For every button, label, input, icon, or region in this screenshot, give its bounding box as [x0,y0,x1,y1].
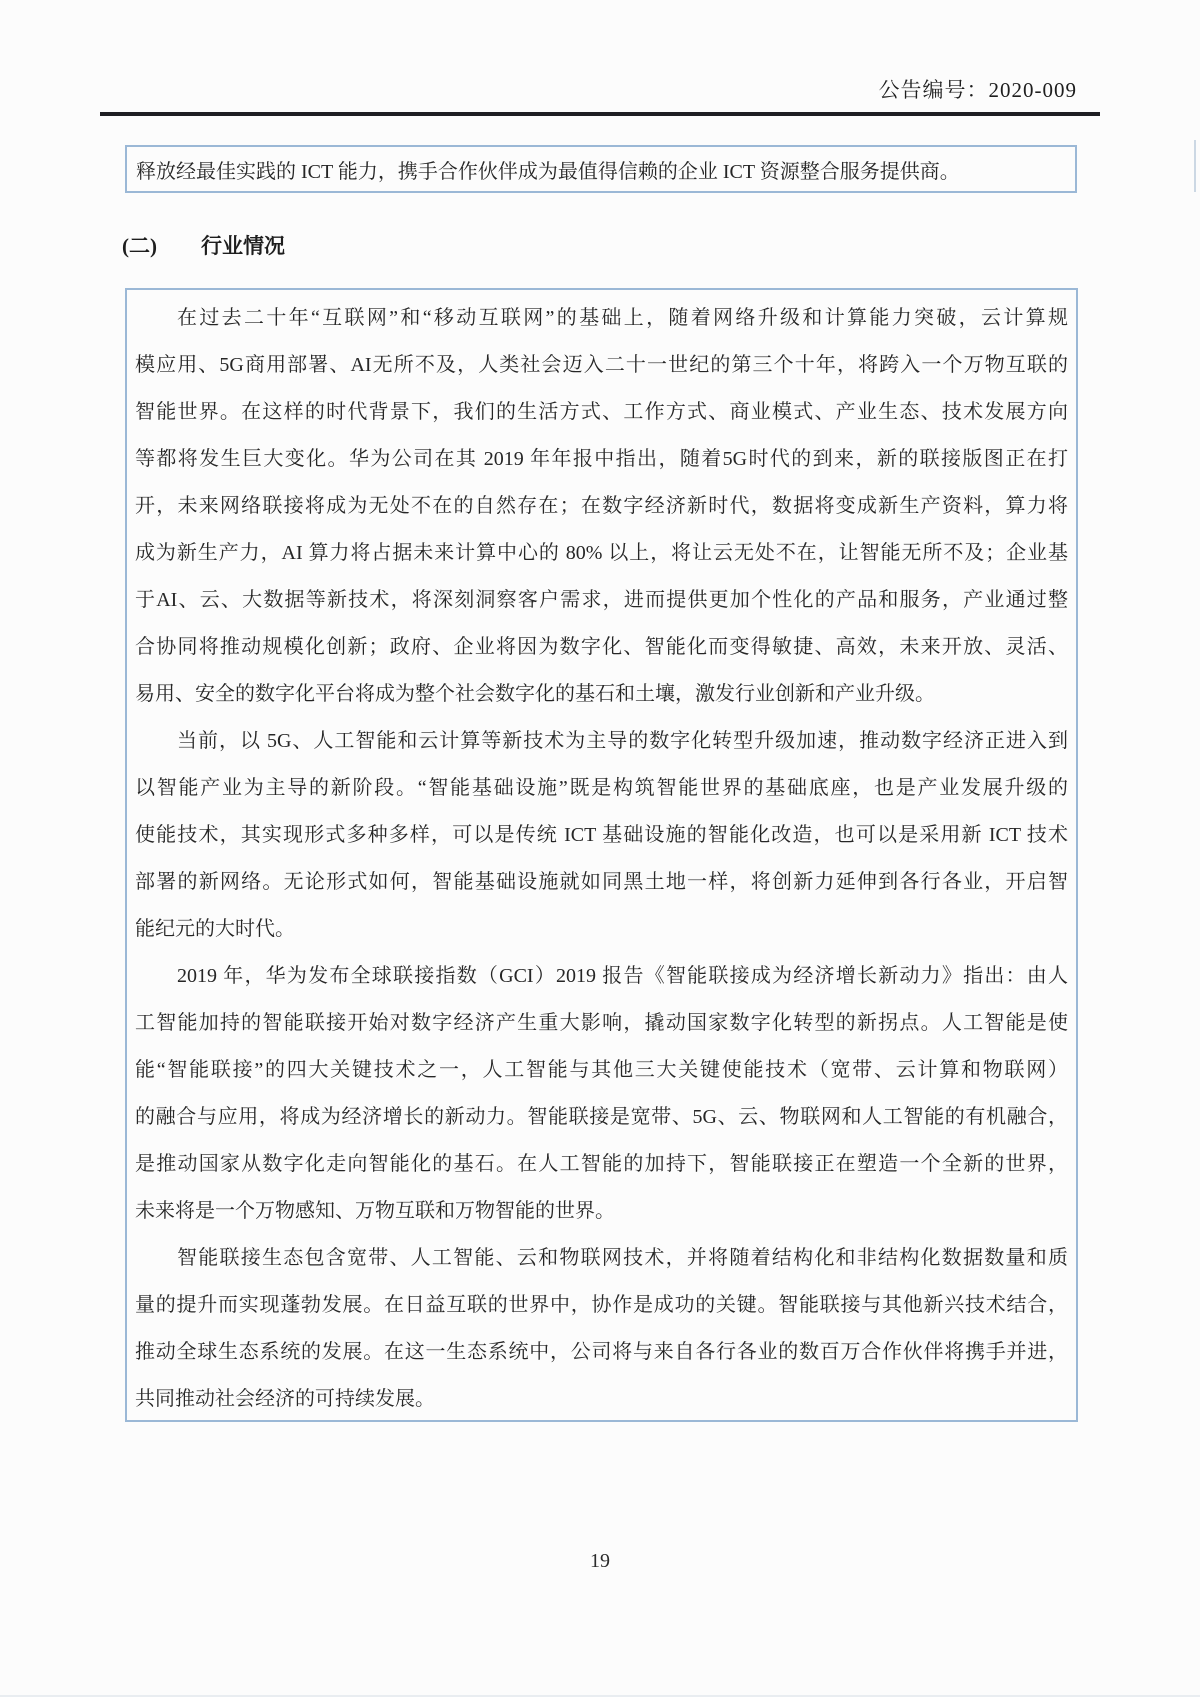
page-edge-artifact [1194,140,1196,192]
paragraph-line: 的融合与应用，将成为经济增长的新动力。智能联接是宽带、5G、云、物联网和人工智能的有机融合， [135,1106,1068,1128]
paragraph-line: 智能联接生态包含宽带、人工智能、云和物联网技术，并将随着结构化和非结构化数据数量和质 [177,1247,1068,1269]
paragraph-line: 在过去二十年“互联网”和“移动互联网”的基础上，随着网络升级和计算能力突破，云计算规 [177,307,1068,329]
paragraph-line: 推动全球生态系统的发展。在这一生态系统中，公司将与来自各行各业的数百万合作伙伴将携手并进， [135,1341,1068,1363]
paragraph-line: 开，未来网络联接将成为无处不在的自然存在；在数字经济新时代，数据将变成新生产资料，算力将 [135,495,1068,517]
paragraph-line: 以智能产业为主导的新阶段。“智能基础设施”既是构筑智能世界的基础底座，也是产业发展升级的 [135,777,1068,799]
paragraph-line: 能纪元的大时代。 [135,918,295,940]
paragraph-line: 是推动国家从数字化走向智能化的基石。在人工智能的加持下，智能联接正在塑造一个全新的世界， [135,1153,1068,1175]
paragraph-line: 智能世界。在这样的时代背景下，我们的生活方式、工作方式、商业模式、产业生态、技术发展方向 [135,401,1068,423]
page-number: 19 [590,1550,610,1572]
paragraph-line: 使能技术，其实现形式多种多样，可以是传统 ICT 基础设施的智能化改造，也可以是采用新 ICT 技术 [135,824,1068,846]
paragraph-line: 工智能加持的智能联接开始对数字经济产生重大影响，撬动国家数字化转型的新拐点。人工智能是使 [135,1012,1068,1034]
paragraph-line: 合协同将推动规模化创新；政府、企业将因为数字化、智能化而变得敏捷、高效，未来开放、灵活、 [135,636,1068,658]
section-number: (二) [122,234,157,258]
paragraph-line: 成为新生产力，AI 算力将占据未来计算中心的 80% 以上，将让云无处不在，让智能无所不及；企业基 [135,542,1068,564]
header-divider [100,112,1100,116]
paragraph-line: 量的提升而实现蓬勃发展。在日益互联的世界中，协作是成功的关键。智能联接与其他新兴技术结合， [135,1294,1068,1316]
paragraph-line: 当前，以 5G、人工智能和云计算等新技术为主导的数字化转型升级加速，推动数字经济正进入到 [177,730,1068,752]
vision-quote-text: 释放经最佳实践的 ICT 能力，携手合作伙伴成为最值得信赖的企业 ICT 资源整合服务提供商。 [136,160,960,183]
vision-quote-box [125,145,1077,193]
industry-text-box [125,288,1078,1422]
section-title: 行业情况 [201,234,285,258]
paragraph-line: 2019 年，华为发布全球联接指数（GCI）2019 报告《智能联接成为经济增长新动力》指出：由人 [177,965,1068,987]
paragraph-line: 易用、安全的数字化平台将成为整个社会数字化的基石和土壤，激发行业创新和产业升级。 [135,683,935,705]
paragraph-line: 共同推动社会经济的可持续发展。 [135,1388,435,1410]
paragraph-line: 部署的新网络。无论形式如何，智能基础设施就如同黑土地一样，将创新力延伸到各行各业，开启智 [135,871,1068,893]
paragraph-line: 模应用、5G商用部署、AI无所不及，人类社会迈入二十一世纪的第三个十年，将跨入一个万物互联的 [135,354,1068,376]
notice-number: 公告编号：2020-009 [878,78,1077,102]
section-heading [122,230,285,262]
paragraph-line: 于AI、云、大数据等新技术，将深刻洞察客户需求，进而提供更加个性化的产品和服务，产业通过整 [135,589,1068,611]
paragraph-line: 未来将是一个万物感知、万物互联和万物智能的世界。 [135,1200,615,1222]
paragraph-line: 等都将发生巨大变化。华为公司在其 2019 年年报中指出，随着5G时代的到来，新的联接版图正在打 [135,448,1068,470]
paragraph-line: 能“智能联接”的四大关键技术之一，人工智能与其他三大关键使能技术（宽带、云计算和物联网） [135,1059,1068,1081]
